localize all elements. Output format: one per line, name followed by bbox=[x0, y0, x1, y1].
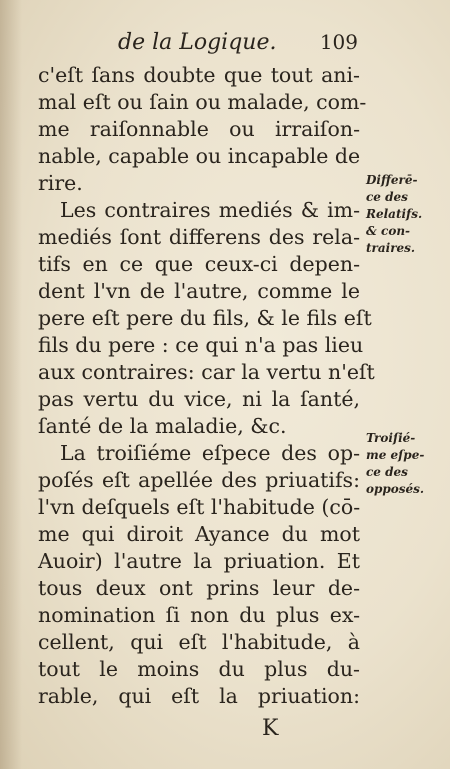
margin-note-relatifs bbox=[366, 172, 426, 257]
margin-note-line: opposés. bbox=[366, 482, 425, 496]
margin-note-line: me eſpe- bbox=[366, 448, 425, 462]
text-line: me raiſonnable ou irraiſon- bbox=[38, 117, 360, 141]
signature-mark: K bbox=[262, 716, 279, 741]
text-line: pas vertu du vice, ni la ſanté, bbox=[38, 387, 360, 411]
gutter-shadow bbox=[0, 0, 22, 769]
text-line: poſés eſt apellée des priuatifs: bbox=[38, 468, 360, 492]
text-line: rable, qui eſt la priuation: bbox=[38, 684, 360, 708]
margin-note-troisieme bbox=[366, 430, 426, 498]
text-line: mediés ſont differens des rela- bbox=[38, 225, 360, 249]
text-line: pere eſt pere du fils, & le fils eſt bbox=[38, 306, 372, 330]
text-line: nomination ſi non du plus ex- bbox=[38, 603, 360, 627]
margin-note-line: Troiſié- bbox=[366, 431, 416, 445]
text-line: tout le moins du plus du- bbox=[38, 657, 360, 681]
margin-note-line: & con- bbox=[366, 224, 411, 238]
margin-note-line: ce des bbox=[366, 465, 408, 479]
text-line: cellent, qui eſt l'habitude, à bbox=[38, 630, 360, 654]
text-line: mal eſt ou ſain ou malade, com- bbox=[38, 90, 367, 114]
text-line: Auoir) l'autre la priuation. Et bbox=[38, 549, 360, 573]
text-line: l'vn deſquels eſt l'habitude (cō- bbox=[38, 495, 361, 519]
paragraph-start-line: Les contraires mediés & im- bbox=[60, 198, 360, 222]
running-header bbox=[118, 30, 358, 55]
text-line: rire. bbox=[38, 171, 83, 195]
paragraph-start-line: La troiſiéme eſpece des op- bbox=[60, 441, 360, 465]
text-line: nable, capable ou incapable de bbox=[38, 144, 361, 168]
margin-note-line: traires. bbox=[366, 241, 416, 255]
text-line: tous deux ont prins leur de- bbox=[38, 576, 360, 600]
text-line: tifs en ce que ceux-ci depen- bbox=[38, 252, 360, 276]
text-line: ſanté de la maladie, &c. bbox=[38, 414, 287, 438]
text-line: c'eſt ſans doubte que tout ani- bbox=[38, 63, 360, 87]
margin-note-line: Differē- bbox=[366, 173, 418, 187]
margin-note-line: Relatifs. bbox=[366, 207, 423, 221]
text-line: me qui diroit Ayance du mot bbox=[38, 522, 360, 546]
running-title: de la Logique. bbox=[118, 30, 277, 55]
main-text bbox=[38, 62, 375, 710]
text-line: dent l'vn de l'autre, comme le bbox=[38, 279, 360, 303]
text-line: fils du pere : ce qui n'a pas lieu bbox=[38, 333, 364, 357]
page-number: 109 bbox=[319, 30, 358, 54]
text-line: aux contraires: car la vertu n'eſt bbox=[38, 360, 375, 384]
margin-note-line: ce des bbox=[366, 190, 408, 204]
